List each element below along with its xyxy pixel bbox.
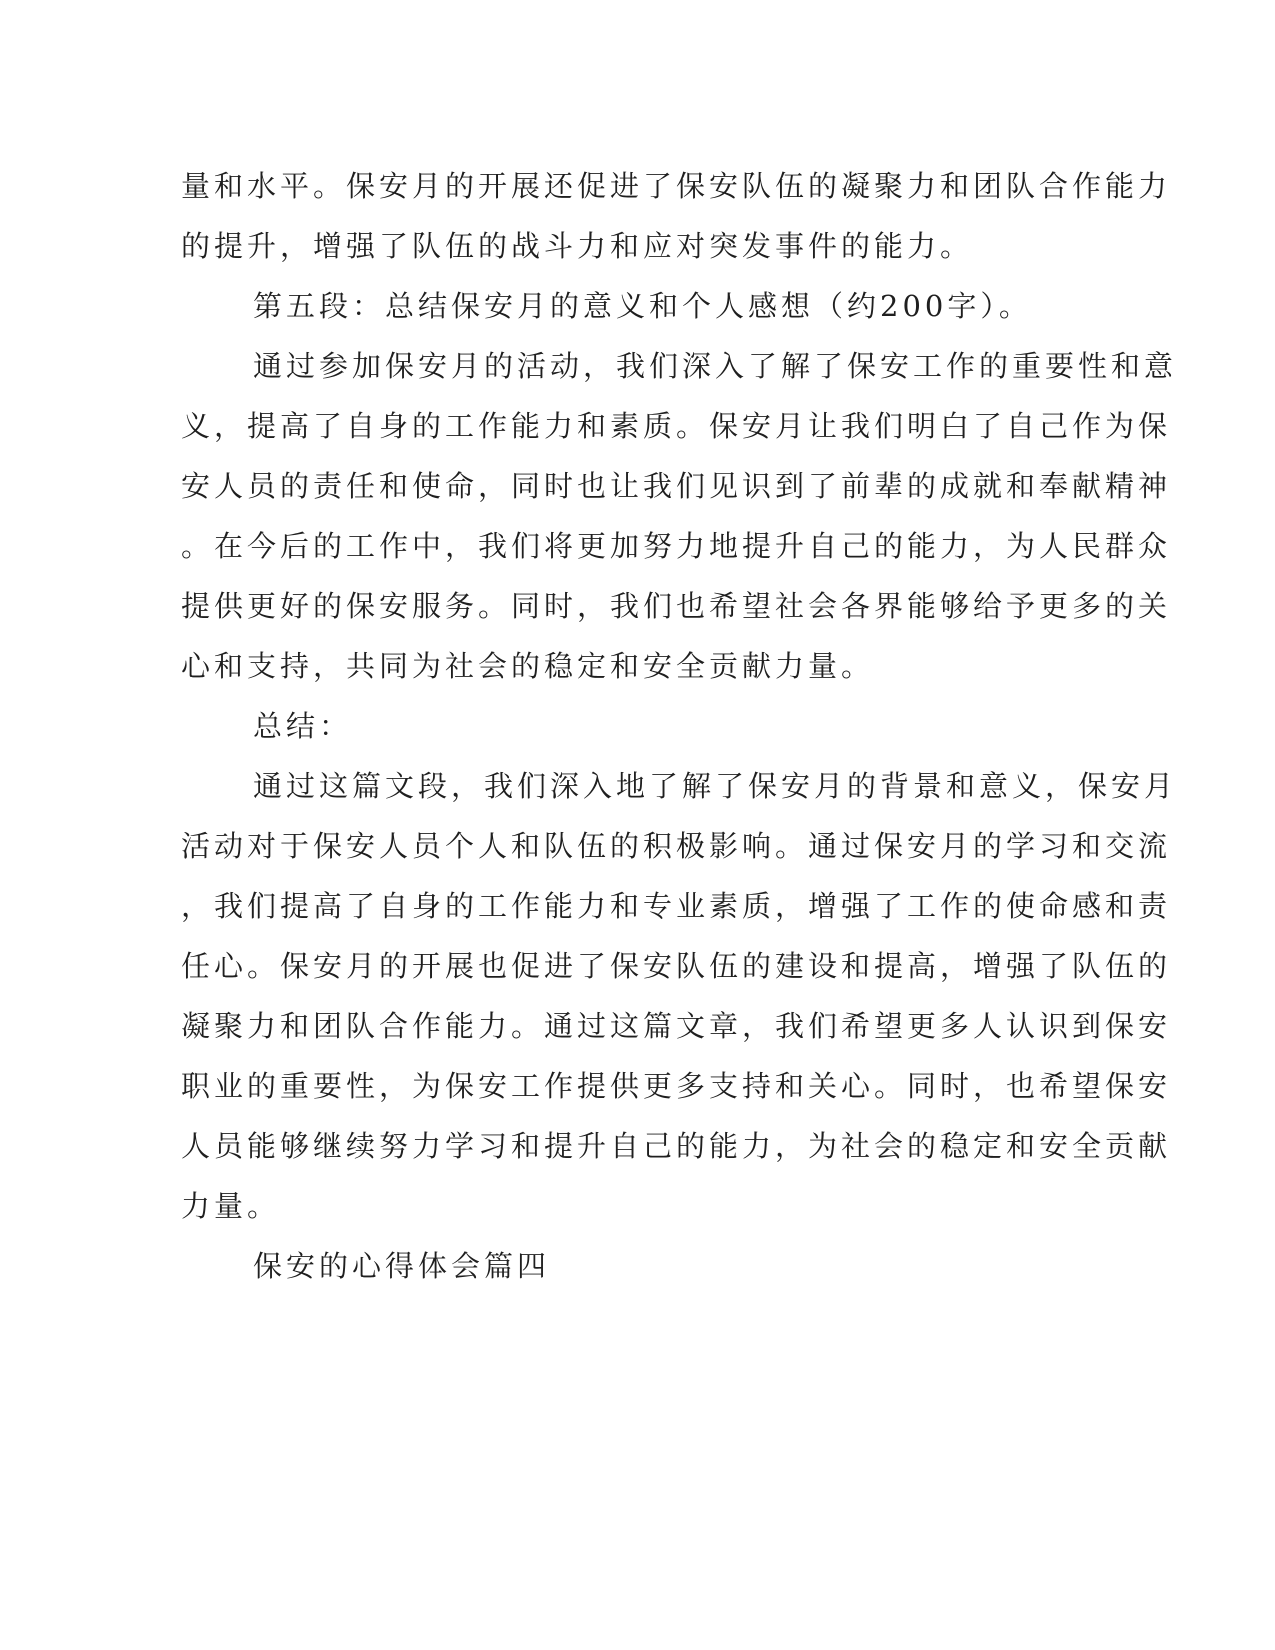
paragraph-line: 的提升，增强了队伍的战斗力和应对突发事件的能力。 — [181, 229, 974, 263]
chapter-heading: 保安的心得体会篇四 — [253, 1249, 551, 1283]
paragraph-line: 通过参加保安月的活动，我们深入了解了保安工作的重要性和意 — [253, 349, 1178, 383]
paragraph-line: 心和支持，共同为社会的稳定和安全贡献力量。 — [181, 649, 875, 683]
paragraph-line: 义，提高了自身的工作能力和素质。保安月让我们明白了自己作为保 — [181, 409, 1172, 443]
section-heading: 第五段：总结保安月的意义和个人感想（约200字）。 — [253, 289, 1032, 323]
paragraph-line: 通过这篇文段，我们深入地了解了保安月的背景和意义，保安月 — [253, 769, 1178, 803]
paragraph-line: 活动对于保安人员个人和队伍的积极影响。通过保安月的学习和交流 — [181, 829, 1172, 863]
paragraph-line: 力量。 — [181, 1189, 281, 1223]
paragraph-line: 量和水平。保安月的开展还促进了保安队伍的凝聚力和团队合作能力 — [181, 169, 1172, 203]
paragraph-line: 人员能够继续努力学习和提升自己的能力，为社会的稳定和安全贡献 — [181, 1129, 1172, 1163]
summary-heading: 总结： — [253, 709, 353, 743]
paragraph-line: ，我们提高了自身的工作能力和专业素质，增强了工作的使命感和责 — [181, 889, 1172, 923]
paragraph-line: 任心。保安月的开展也促进了保安队伍的建设和提高，增强了队伍的 — [181, 949, 1172, 983]
paragraph-line: 凝聚力和团队合作能力。通过这篇文章，我们希望更多人认识到保安 — [181, 1009, 1172, 1043]
paragraph-line: 职业的重要性，为保安工作提供更多支持和关心。同时，也希望保安 — [181, 1069, 1172, 1103]
paragraph-line: 。在今后的工作中，我们将更加努力地提升自己的能力，为人民群众 — [181, 529, 1172, 563]
paragraph-line: 安人员的责任和使命，同时也让我们见识到了前辈的成就和奉献精神 — [181, 469, 1172, 503]
document-body — [181, 156, 1178, 1296]
paragraph-line: 提供更好的保安服务。同时，我们也希望社会各界能够给予更多的关 — [181, 589, 1172, 623]
